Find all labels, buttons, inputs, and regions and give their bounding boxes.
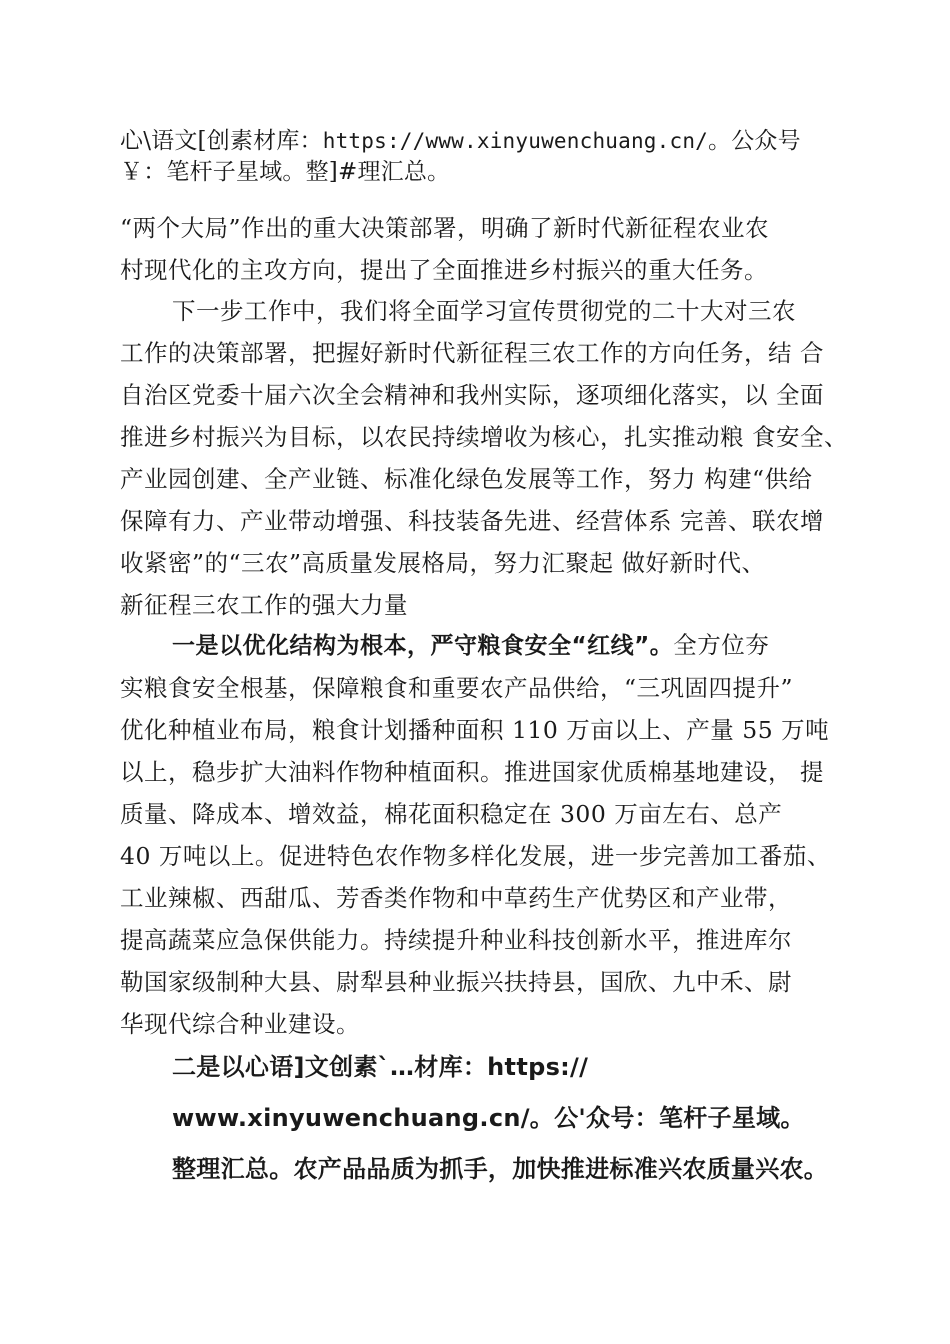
paragraph-line: 收紧密”的“三农”高质量发展格局，努力汇聚起 做好新时代、 bbox=[120, 549, 766, 577]
paragraph-line: 实粮食安全根基，保障粮食和重要农产品供给，“三巩固四提升” bbox=[120, 674, 794, 702]
heading-line: 二是以心语]文创素`…材库：https:// bbox=[172, 1053, 589, 1081]
paragraph-line: 新征程三农工作的强大力量 bbox=[120, 591, 408, 619]
watermark-header bbox=[120, 126, 840, 188]
paragraph-line: 优化种植业布局，粮食计划播种面积 110 万亩以上、产量 55 万吨 bbox=[120, 716, 830, 744]
header-prefix: 心\语文[创素材库： bbox=[120, 128, 323, 154]
paragraph-line: “两个大局”作出的重大决策部署，明确了新时代新征程农业农 bbox=[120, 214, 770, 242]
paragraph-line: 自治区党委十届六次全会精神和我州实际，逐项细化落实，以 全面 bbox=[120, 381, 824, 409]
header-suffix: 。公众号 bbox=[708, 128, 801, 154]
paragraph-line: 华现代综合种业建设。 bbox=[120, 1010, 360, 1038]
paragraph-2 bbox=[120, 290, 848, 626]
heading-line: www.xinyuwenchuang.cn/。公'众号：笔杆子星域。 bbox=[172, 1104, 805, 1132]
paragraph-line: 质量、降成本、增效益，棉花面积稳定在 300 万亩左右、总产 bbox=[120, 800, 783, 828]
paragraph-line: 勒国家级制种大县、尉犁县种业振兴扶持县，国欣、九中禾、尉 bbox=[120, 968, 792, 996]
header-line-1 bbox=[120, 126, 840, 157]
paragraph-line: 以上，稳步扩大油料作物种植面积。推进国家优质棉基地建设， 提 bbox=[120, 758, 824, 786]
paragraph-line: 工作的决策部署，把握好新时代新征程三农工作的方向任务，结 合 bbox=[120, 339, 824, 367]
paragraph-line: 产业园创建、全产业链、标准化绿色发展等工作，努力 构建“供给 bbox=[120, 465, 813, 493]
paragraph-4-heading bbox=[172, 1042, 872, 1195]
paragraph-line: 下一步工作中，我们将全面学习宣传贯彻党的二十大对三农 bbox=[172, 297, 796, 325]
paragraph-line: 40 万吨以上。促进特色农作物多样化发展，进一步完善加工番茄、 bbox=[120, 842, 831, 870]
header-url: https://www.xinyuwenchuang.cn/ bbox=[322, 129, 709, 153]
paragraph-3-heading: 一是以优化结构为根本，严守粮食安全“红线”。 bbox=[172, 633, 674, 659]
paragraph-line: 推进乡村振兴为目标，以农民持续增收为核心，扎实推动粮 食安全、 bbox=[120, 423, 848, 451]
paragraph-line: 工业辣椒、西甜瓜、芳香类作物和中草药生产优势区和产业带， bbox=[120, 884, 792, 912]
paragraph-lead-line bbox=[120, 624, 840, 667]
paragraph-line: 提高蔬菜应急保供能力。持续提升种业科技创新水平，推进库尔 bbox=[120, 926, 792, 954]
heading-line: 整理汇总。农产品品质为抓手，加快推进标准兴农质量兴农。 bbox=[172, 1155, 829, 1183]
paragraph-3-lead-rest: 全方位夯 bbox=[673, 631, 770, 659]
header-line-2: ￥：笔杆子星域。整]#理汇总。 bbox=[120, 159, 451, 185]
paragraph-3 bbox=[120, 624, 840, 1045]
paragraph-line: 村现代化的主攻方向，提出了全面推进乡村振兴的重大任务。 bbox=[120, 256, 768, 284]
paragraph-1 bbox=[120, 207, 840, 291]
paragraph-line: 保障有力、产业带动增强、科技装备先进、经营体系 完善、联农增 bbox=[120, 507, 824, 535]
